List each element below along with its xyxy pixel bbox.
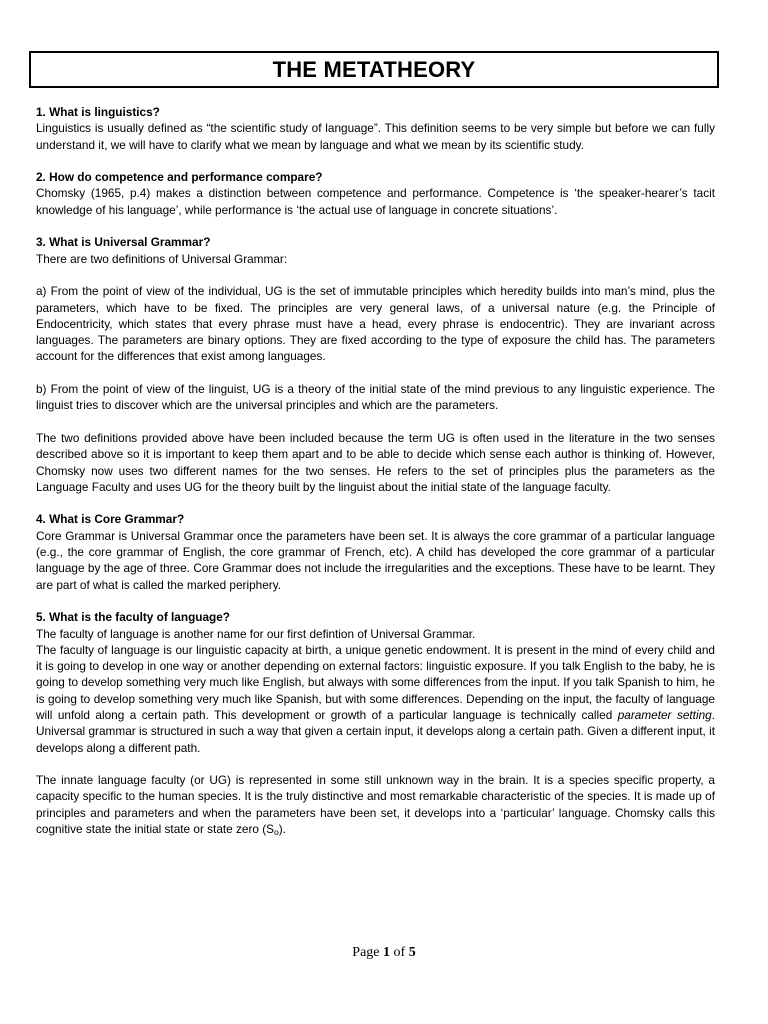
section-5-intro [36, 609, 715, 642]
section-text: Chomsky (1965, p.4) makes a distinction between competence and performance. Competence is ‘the speaker-hearer’s tacit knowledge of his language’, while performance is ‘the actual use of language in concrete situations’. [36, 186, 715, 217]
section-text: Linguistics is usually defined as “the scientific study of language”. This definition seems to be very simple but before we can fully understand it, we will have to clarify what we mean by language and what we mean by its scientific study. [36, 121, 715, 152]
of-word: of [393, 945, 406, 960]
italic-term: parameter setting [617, 707, 712, 722]
section-heading: 4. What is Core Grammar? [36, 512, 185, 527]
total-pages: 5 [408, 945, 416, 960]
section-text: There are two definitions of Universal Grammar: [36, 251, 288, 266]
section-3-paragraph-c: The two definitions provided above have been included because the term UG is often used in the literature in the two senses described above so it is important to keep them apart and to be able to decide which sense each author is thinking of. However, Chomsky now uses two different names for the two senses. He refers to the set of principles plus the parameters as the Language Faculty and uses UG for the theory built by the linguist about the initial state of the language faculty. [36, 430, 715, 494]
page-word: Page [352, 945, 380, 960]
section-3-paragraph-a: a) From the point of view of the individual, UG is the set of immutable principles which heredity builds into man’s mind, plus the parameters, which have to be fixed. The principles are very general laws, of a universal nature (e.g. the Principle of Endocentricity, which states that every phrase must have a head, every phrase is endocentric). They are invariant across languages. The parameters are binary options. They are fixed according to the type of exposure the child has. The parameters account for the differences that exist among languages. [36, 284, 715, 364]
section-heading: 1. What is linguistics? [36, 105, 160, 119]
page-footer [0, 945, 768, 961]
section-heading: 5. What is the faculty of language? [36, 610, 231, 625]
paragraph-text: . Universal grammar is structured in such a way that given a certain input, it develops along a certain path. Given a different input, it develops along a different path. [36, 707, 715, 755]
section-3-paragraph-b: b) From the point of view of the linguist, UG is a theory of the initial state of the mind previous to any linguistic experience. The linguist tries to discover which are the universal principles and which are the parameters. [36, 382, 715, 413]
page-title: THE METATHEORY [272, 56, 476, 82]
paragraph-text: The faculty of language is our linguistic capacity at birth, a unique genetic endowment. It is present in the mind of every child and it is going to develop in one way or another depending on external factors: linguistic exposure. If you talk English to the baby, he is going to develop something very much like English, but always with some differences from the input. If you talk Spanish to him, he is going to develop something very much like Spanish, but with some differences. Depending on the input, the faculty of language will unfold along a certain path. This development or growth of a particular language is technically called [36, 642, 715, 722]
section-text: Core Grammar is Universal Grammar once the parameters have been set. It is always the core grammar of a particular language (e.g., the core grammar of English, the core grammar of French, etc). A child has developed the core grammar of a particular language by the age of three. Core Grammar does not include the irregularities and the exceptions. These have to be learnt. They are part of what is called the marked periphery. [36, 528, 715, 592]
section-5-paragraph-1 [36, 642, 715, 756]
section-heading: 3. What is Universal Grammar? [36, 235, 211, 250]
section-5-paragraph-2 [36, 772, 715, 840]
section-2 [36, 169, 715, 218]
paragraph-text: The innate language faculty (or UG) is represented in some still unknown way in the brain. It is a species specific property, a capacity specific to the human species. It is the truly distinctive and most remarkable characteristic of the species. It is made up of principles and parameters and when the parameters have been set, it develops into a ‘particular’ language. Chomsky calls this cognitive state the initial state or state zero (S [36, 773, 715, 837]
section-4 [36, 511, 715, 592]
section-3-intro [36, 234, 715, 267]
current-page-number: 1 [383, 945, 391, 960]
title-box [29, 51, 719, 88]
section-heading: 2. How do competence and performance compare? [36, 170, 323, 185]
subscript: o [274, 827, 279, 838]
section-1 [36, 104, 715, 153]
section-text: The faculty of language is another name for our first defintion of Universal Grammar. [36, 626, 476, 641]
document-body [36, 104, 715, 857]
paragraph-text: ). [278, 822, 286, 837]
